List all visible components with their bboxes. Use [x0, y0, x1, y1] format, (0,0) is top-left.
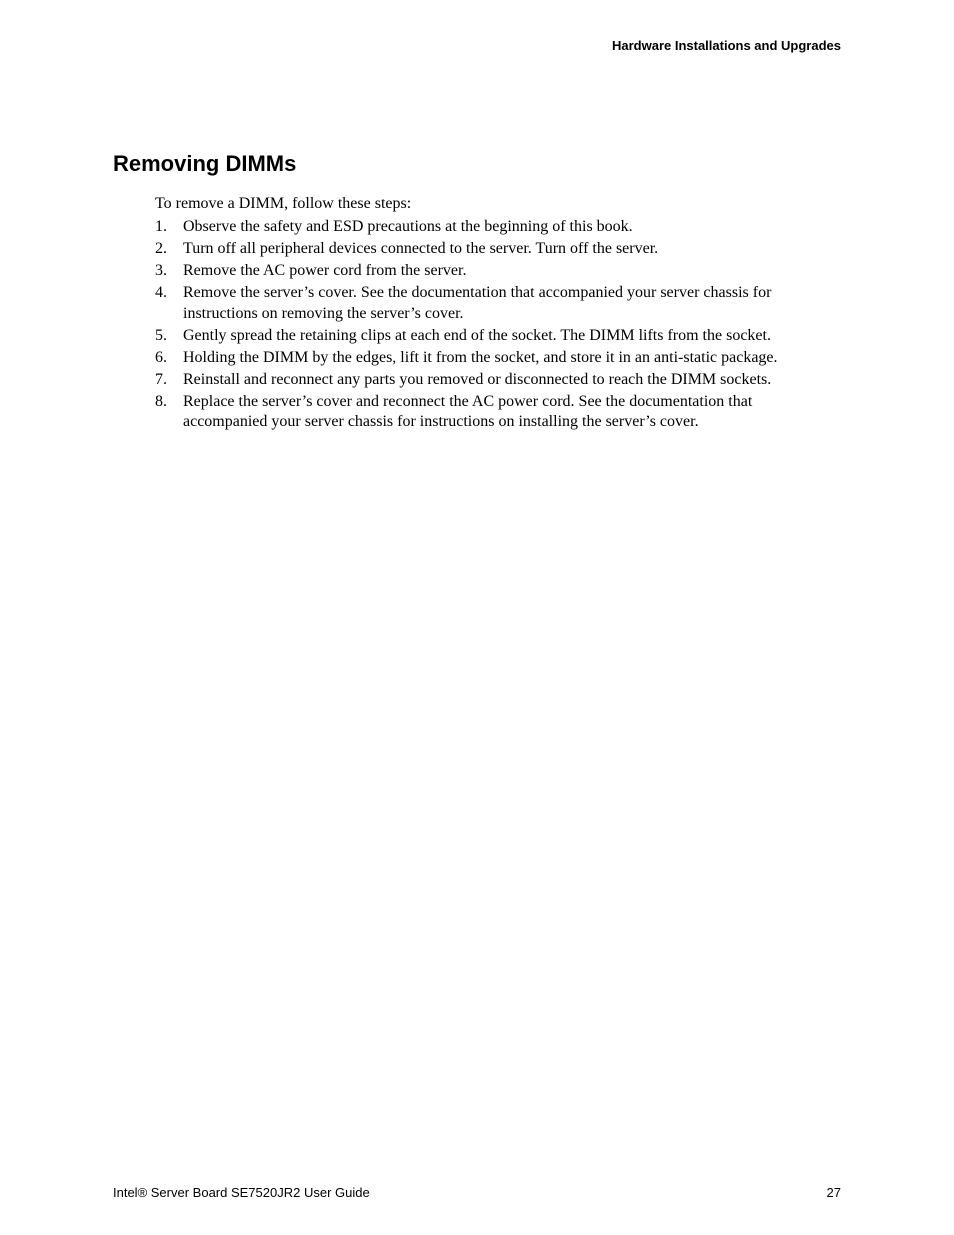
footer-guide-title: Intel® Server Board SE7520JR2 User Guide [113, 1185, 370, 1200]
step-number: 2. [155, 240, 167, 257]
step-number: 1. [155, 218, 167, 235]
running-header: Hardware Installations and Upgrades [611, 38, 841, 53]
step-number: 6. [155, 348, 167, 366]
step-text: Turn off all peripheral devices connected to the server. Turn off the server. [183, 240, 659, 257]
step-number: 4. [155, 284, 167, 301]
step-item [155, 392, 830, 433]
step-text: Remove the AC power cord from the server. [183, 262, 467, 279]
intro-text: To remove a DIMM, follow these steps: [155, 195, 412, 212]
page-number: 27 [826, 1185, 841, 1200]
step-number: 7. [155, 370, 167, 388]
step-text: Observe the safety and ESD precautions at the beginning of this book. [183, 218, 633, 235]
step-text: Reinstall and reconnect any parts you removed or disconnected to reach the DIMM sockets. [183, 370, 772, 388]
step-number: 8. [155, 392, 167, 410]
step-item [155, 239, 830, 260]
step-item [155, 326, 830, 347]
steps-list [155, 217, 830, 434]
step-number: 3. [155, 262, 167, 279]
step-text: Remove the server’s cover. See the documentation that accompanied your server chassis for instructions on removing the server’s cover. [183, 284, 772, 322]
step-item [155, 283, 830, 324]
step-text: Holding the DIMM by the edges, lift it from the socket, and store it in an anti-static package. [183, 348, 778, 366]
section-title: Removing DIMMs [113, 151, 297, 176]
step-item [155, 370, 830, 391]
step-item [155, 217, 830, 238]
step-number: 5. [155, 326, 167, 344]
step-text: Replace the server’s cover and reconnect the AC power cord. See the documentation that accompanied your server chassis for instructions on installing the server’s cover. [183, 392, 753, 430]
step-item [155, 348, 830, 369]
step-text: Gently spread the retaining clips at each end of the socket. The DIMM lifts from the socket. [183, 326, 771, 344]
step-item [155, 261, 830, 282]
